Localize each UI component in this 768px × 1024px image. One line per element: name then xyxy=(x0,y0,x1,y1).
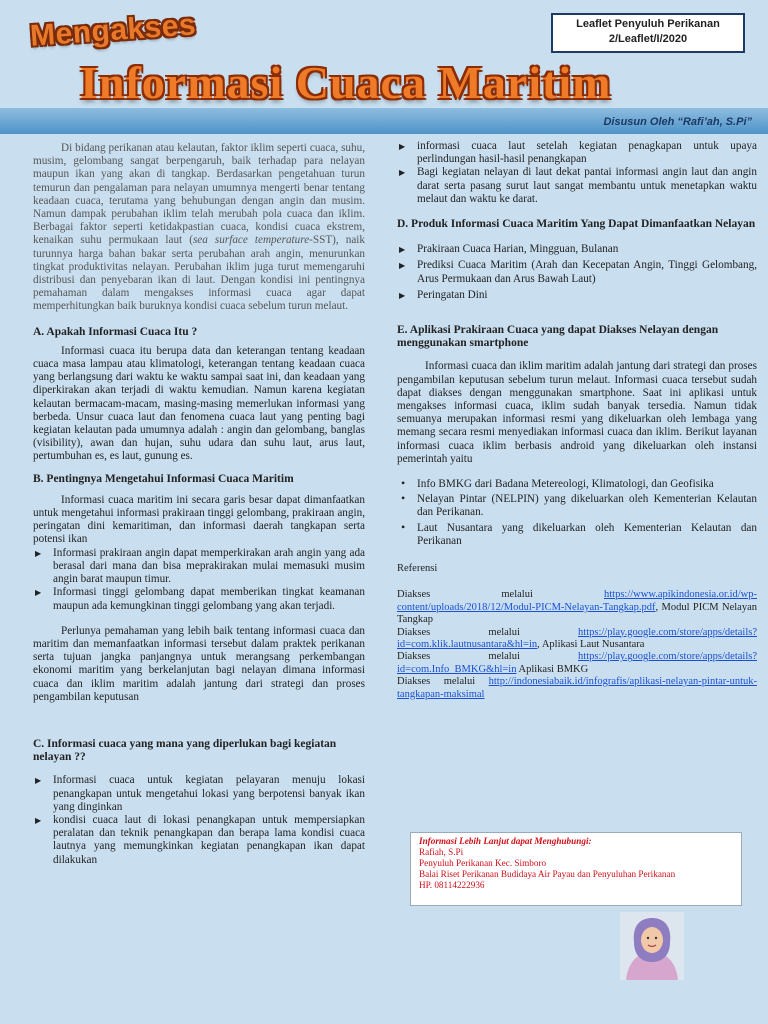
list-item: ▶ Informasi cuaca untuk kegiatan pelayaran menuju lokasi penangkapan untuk mengetahui lokasi yang berpotensi banyak ikan yang dinginkan xyxy=(33,774,365,814)
section-e-list xyxy=(397,478,757,548)
reference-prefix: Diakses melalui xyxy=(397,626,579,638)
section-b-list xyxy=(33,547,365,613)
section-c-list xyxy=(33,774,365,866)
contact-heading: Informasi Lebih Lanjut dapat Menghubungi: xyxy=(419,836,592,846)
references-list xyxy=(397,589,757,701)
section-a-body: Informasi cuaca itu berupa data dan keterangan tentang keadaan cuaca masa lampau atau klimatologi, keterangan tentang keadaan cuaca yang berlangsung dari waktu ke waktu sampai saat ini, dan keadaan yang diperkirakan akan terjadi di waktu kemudian. Namun karena kegiatan kelautan bermacam-macam, masing-masing memerlukan informasi yang berbeda. Unsur cuaca laut dan fenomena cuaca laut yang penting bagi kegiatan kelautan pada umumnya adalah : angin dan gelombang, banglas (visibility), awan dan hujan, suhu udara dan suhu laut, arus laut, pertumbuhan es, es laut, gunung es. xyxy=(33,344,365,463)
references-heading: Referensi xyxy=(397,563,438,575)
contact-name: Rafiah, S.Pi xyxy=(419,847,464,857)
reference-prefix: Diakses melalui xyxy=(397,589,604,601)
list-item: ▶ informasi cuaca laut setelah kegiatan penagkapan untuk upaya perlindungan hasil-hasil penangkapan xyxy=(397,140,757,166)
person-photo-icon xyxy=(620,912,684,980)
reference-entry xyxy=(397,676,757,701)
list-item: • Laut Nusantara yang dikeluarkan oleh Kementerian Kelautan dan Perikanan xyxy=(397,522,757,548)
list-item: ▶ Prakiraan Cuaca Harian, Mingguan, Bulanan xyxy=(397,243,757,256)
section-e-body: Informasi cuaca dan iklim maritim adalah jantung dari strategi dan proses pengambilan keputusan sebelum turun melaut. Informasi cuaca tersebut sudah dapat diakses dengan menggunakan smartphone. Saat ini aplikasi untuk mengakses informasi cuaca, iklim sudah banyak tersedia. Namun tidak semuanya merupakan informasi resmi yang dikeluarkan oleh lembaga yang memang secara resmi menyediakan informasi cuaca dan iklim. Berikut layanan informasi cuaca iklim berbasis android yang dikeluarkan oleh instansi pemerintah yaitu xyxy=(397,360,757,465)
author-credit: Disusun Oleh “Rafi’ah, S.Pi” xyxy=(603,116,752,128)
leaflet-id-line1: Leaflet Penyuluh Perikanan xyxy=(576,18,720,30)
list-item-text: kondisi cuaca laut di lokasi penangkapan untuk mempersiapkan peralatan dan teknik penangkapan dan berapa lama kondisi cuaca lautnya yang memungkinkan kegiatan penangkapan ikan dapat dilakukan xyxy=(53,813,365,866)
avatar xyxy=(620,912,684,980)
reference-link[interactable]: http://indonesiabaik.id/infografis/aplikasi-nelayan-pintar-untuk-tangkapan-maksimal xyxy=(397,676,757,700)
header-kicker: Mengakses xyxy=(29,8,198,53)
intro-italic: sea surface temperature- xyxy=(192,234,313,247)
section-d-list xyxy=(397,243,757,302)
section-a-heading: A. Apakah Informasi Cuaca Itu ? xyxy=(33,325,198,338)
list-item xyxy=(33,814,365,867)
reference-suffix: , Aplikasi Laut Nusantara xyxy=(537,638,645,650)
contact-phone: HP. 08114222936 xyxy=(419,880,485,890)
list-item: ▶ Prediksi Cuaca Maritim (Arah dan Kecepatan Angin, Tinggi Gelombang, Arus Permukaan dan Arus Bawah Laut) xyxy=(397,259,757,285)
reference-link[interactable]: https://play.google.com/store/apps/details?id=com.klik.lautnusantara&hl=in xyxy=(397,626,757,650)
list-item: ▶ Bagi kegiatan nelayan di laut dekat pantai informasi angin laut dan angin darat serta pasang surut laut sangat membantu untuk menetapkan waktu melaut dan waktu ke darat. xyxy=(397,166,757,206)
list-item: ▶ Informasi tinggi gelombang dapat memberikan tingkat keamanan maupun ada kemungkinan tinggi gelombang yang akan terjadi. xyxy=(33,586,365,612)
intro-paragraph xyxy=(33,142,365,314)
reference-suffix: Aplikasi BMKG xyxy=(516,663,589,675)
section-b-body: Informasi cuaca maritim ini secara garis besar dapat dimanfaatkan untuk mengetahui informasi prakiraan tinggi gelombang, prakiraan angin, peringatan dini kemaritiman, dan informasi daerah tangkapan serta potensi ikan xyxy=(33,493,365,546)
reference-prefix: Diakses melalui xyxy=(397,651,579,663)
page-title: Informasi Cuaca Maritim xyxy=(80,57,612,108)
intro-text-rest: SST), naik turunnya harga bahan bakar serta perubahan arah angin, menurunkan tingkat produktivitas nelayan. Perubahan iklim juga turut memengaruhi distribusi dan penyebaran ikan di laut. Dengan kondisi ini pentingnya pemahaman dalam mengakses informasi cuaca agar dapat memperhitungkan baik buruknya kondisi cuaca sebelum turun melaut. xyxy=(33,234,366,313)
reference-entry xyxy=(397,651,757,676)
list-item: • Nelayan Pintar (NELPIN) yang dikeluarkan oleh Kementerian Kelautan dan Perikanan. xyxy=(397,493,757,519)
section-b-body2: Perlunya pemahaman yang lebih baik tentang informasi cuaca dan maritim dan memanfaatkan informasi tersebut dalam praktek perikanan serta tujuan jangka panjangnya untuk merangsang perkembangan ekonomi maritim yang berkelanjutan bagi nelayan dimana informasi cuaca dan iklim maritim adalah jantung dari strategi dan proses pengambilan keputusan xyxy=(33,624,365,703)
intro-text: Di bidang perikanan atau kelautan, faktor iklim seperti cuaca, suhu, musim, gelombang sangat berpengaruh, baik terhadap para nelayan maupun ikan yang akan di tangkap. Berdasarkan pengetahuan turun temurun dan pengalaman para nelayan umumnya mengerti benar tentang keadaan cuaca, terutama yang behubungan dengan angin dan musim. Namun dampak perubahan iklim telah merubah pola cuaca dan iklim. Berbagai faktor seperti ketidakpastian cuaca, kondisi cuaca ekstrem, kenaikan suhu permukaan laut ( xyxy=(33,142,365,247)
section-c-list-cont xyxy=(397,140,757,206)
list-item: • Info BMKG dari Badana Metereologi, Klimatologi, dan Geofisika xyxy=(397,478,757,491)
contact-box xyxy=(410,832,742,906)
contact-role: Penyuluh Perikanan Kec. Simboro xyxy=(419,858,547,868)
list-item: ▶ Informasi prakiraan angin dapat memperkirakan arah angin yang ada berasal dari mana dan bisa meprakirakan mulai memasuki musim angin barat maupun timur. xyxy=(33,547,365,587)
reference-entry xyxy=(397,589,757,626)
right-column xyxy=(397,140,757,701)
section-d-heading: D. Produk Informasi Cuaca Maritim Yang Dapat Dimanfaatkan Nelayan xyxy=(397,218,756,231)
contact-org: Balai Riset Perikanan Budidaya Air Payau dan Penyuluhan Perikanan xyxy=(419,869,676,879)
leaflet-id-line2: 2/Leaflet/I/2020 xyxy=(608,33,688,45)
reference-prefix: Diakses melalui xyxy=(397,676,489,688)
reference-link[interactable]: https://play.google.com/store/apps/details?id=com.Info_BMKG&hl=in xyxy=(397,651,757,675)
section-c-heading: C. Informasi cuaca yang mana yang diperlukan bagi kegiatan nelayan ?? xyxy=(33,737,337,764)
leaflet-id-box xyxy=(551,13,745,53)
section-b-heading: B. Pentingnya Mengetahui Informasi Cuaca Maritim xyxy=(33,472,294,485)
reference-link[interactable]: https://www.apikindonesia.or.id/wp-content/uploads/2018/12/Modul-PICM-Nelayan-Tangkap.pdf xyxy=(397,589,757,613)
list-item: ▶ Peringatan Dini xyxy=(397,289,757,302)
reference-entry xyxy=(397,627,757,652)
reference-suffix: , Modul PICM Nelayan Tangkap xyxy=(397,601,757,626)
left-column xyxy=(33,142,365,867)
section-e-heading: E. Aplikasi Prakiraan Cuaca yang dapat Diakses Nelayan dengan menggunakan smartphone xyxy=(397,324,719,350)
